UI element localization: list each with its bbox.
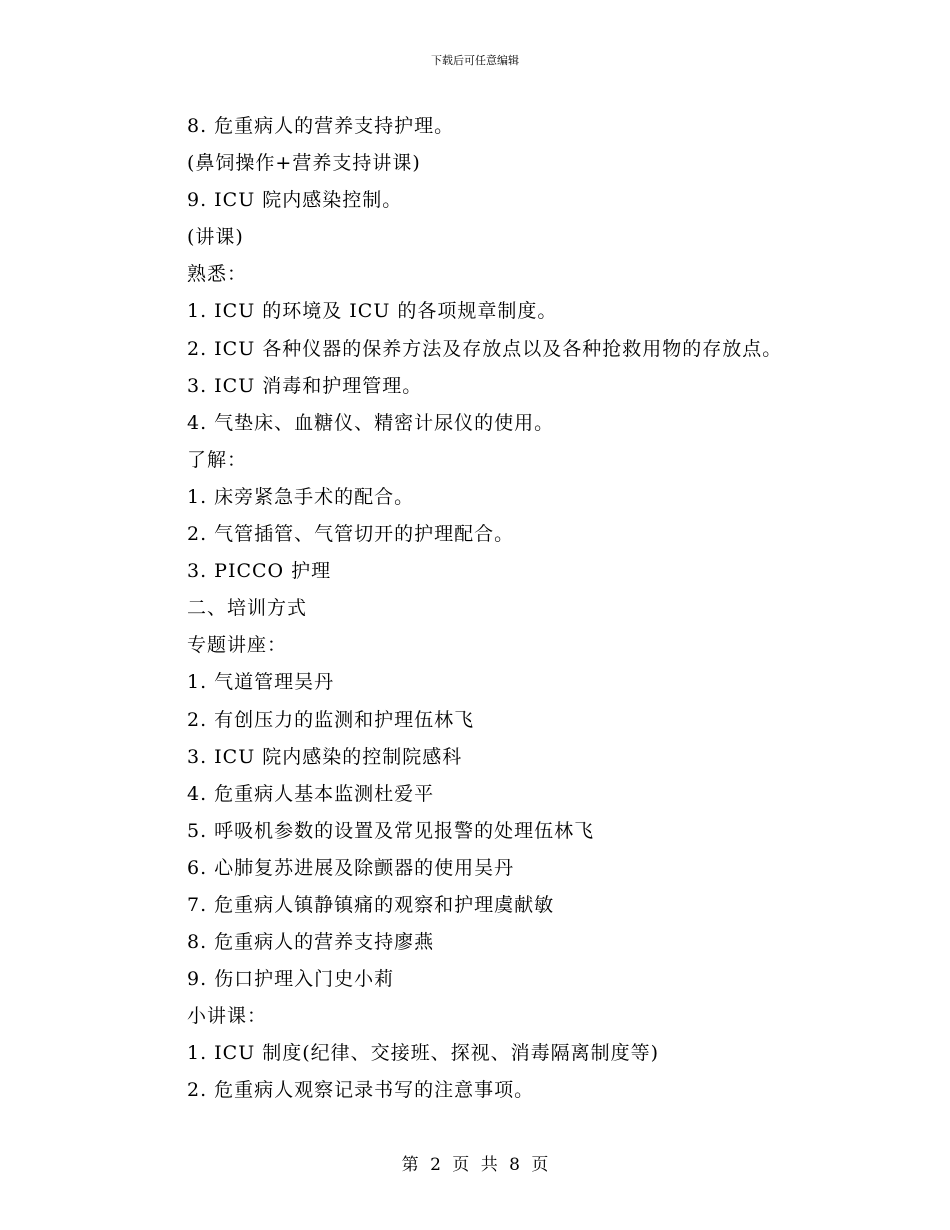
text-line: 2. ICU 各种仪器的保养方法及存放点以及各种抢救用物的存放点。 [187,337,783,360]
text-line: 1. ICU 制度(纪律、交接班、探视、消毒隔离制度等) [187,1042,660,1065]
document-body [187,108,887,1110]
text-line: 1. 床旁紧急手术的配合。 [187,485,415,508]
text-line: 3. ICU 院内感染的控制院感科 [187,745,463,768]
page-header: 下载后可任意编辑 [431,54,519,67]
text-line: 6. 心肺复苏进展及除颤器的使用吴丹 [187,856,515,879]
text-line: 9. 伤口护理入门史小莉 [187,968,395,991]
text-line: 5. 呼吸机参数的设置及常见报警的处理伍林飞 [187,819,595,842]
text-line: 3. ICU 消毒和护理管理。 [187,374,423,397]
section-heading: 专题讲座： [187,634,288,657]
text-line: 2. 危重病人观察记录书写的注意事项。 [187,1079,535,1102]
text-line: 2. 有创压力的监测和护理伍林飞 [187,708,475,731]
text-line: 2. 气管插管、气管切开的护理配合。 [187,523,515,546]
text-line: 7. 危重病人镇静镇痛的观察和护理虞献敏 [187,893,555,916]
text-line: (鼻饲操作+营养支持讲课) [187,152,421,175]
text-line: 3. PICCO 护理 [187,560,332,583]
page-footer: 第 2 页 共 8 页 [401,1155,549,1175]
text-line: (讲课) [187,226,244,249]
section-heading: 二、培训方式 [187,597,308,620]
text-line: 9. ICU 院内感染控制。 [187,189,403,212]
text-line: 1. ICU 的环境及 ICU 的各项规章制度。 [187,300,558,323]
section-heading: 小讲课： [187,1005,268,1028]
text-line: 1. 气道管理吴丹 [187,671,335,694]
text-line: 8. 危重病人的营养支持廖燕 [187,931,435,954]
section-heading: 熟悉： [187,263,248,286]
section-heading: 了解： [187,448,248,471]
text-line: 4. 气垫床、血糖仪、精密计尿仪的使用。 [187,411,555,434]
text-line: 8. 危重病人的营养支持护理。 [187,115,455,137]
text-line: 4. 危重病人基本监测杜爱平 [187,782,435,805]
